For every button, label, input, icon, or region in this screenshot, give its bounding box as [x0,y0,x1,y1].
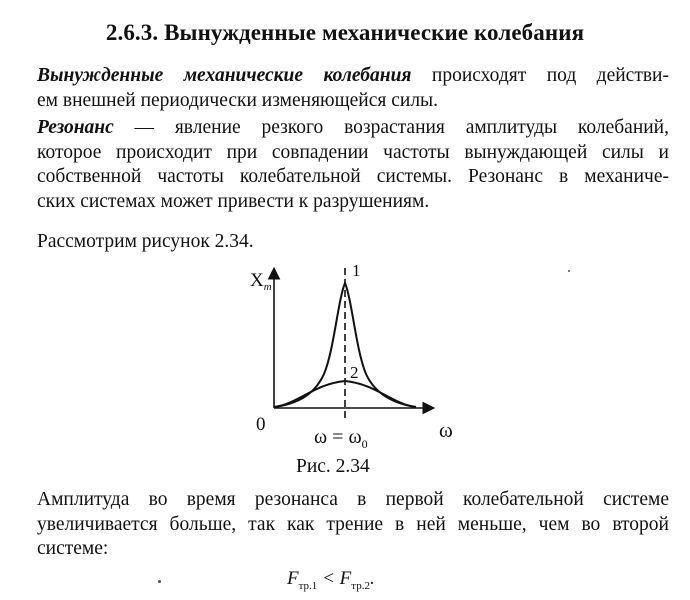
friction-formula [287,568,375,592]
paragraph-line: Рассмотрим рисунок 2.34. [37,231,254,252]
scan-speck [568,270,570,272]
formula-subscript: тр.2 [351,579,370,592]
paragraph-line: системе: [37,538,109,559]
formula-operator: < [317,568,340,589]
paragraph-line: собственной частоты колебательной системы. Резонанс в механиче- [37,166,669,187]
formula-subscript: тр.1 [298,579,318,592]
origin-label: 0 [256,414,266,435]
formula-period: . [369,568,375,589]
paragraph-text: происходят под действи- [411,65,669,86]
resonance-frequency-label: $\omega = \omega_0$ [314,426,368,451]
paragraph-line: которое происходит при совпадении частоты вынуждающей силы и [37,141,669,163]
formula-symbol: F [287,568,299,589]
paragraph-amplitude [37,488,669,562]
section-heading: 2.6.3. Вынужденные механические колебания [105,20,585,45]
paragraph-text: — явление резкого возрастания амплитуды колебаний, [113,117,669,138]
paragraph-line: увеличивается больше, так как трение в ней меньше, чем во второй [37,513,669,535]
term-forced-oscillations: Вынужденные механические колебания [37,65,412,86]
curve-2-label: 2 [350,363,359,382]
paragraph-line: ем внешней периодически изменяющейся силы. [37,89,439,111]
paragraph-line: Амплитуда во время резонанса в первой колебательной системе [37,489,669,510]
x-axis-label: ω [439,418,453,442]
scan-speck [158,580,161,583]
figure-caption: Рис. 2.34 [296,456,370,477]
formula-symbol: F [339,568,352,589]
paragraph-line: ских системах может привести к разрушениям. [37,190,430,212]
curve-1-label: 1 [352,261,361,280]
term-resonance: Резонанс [37,117,114,138]
y-axis-label: $X_m$ [250,270,272,293]
